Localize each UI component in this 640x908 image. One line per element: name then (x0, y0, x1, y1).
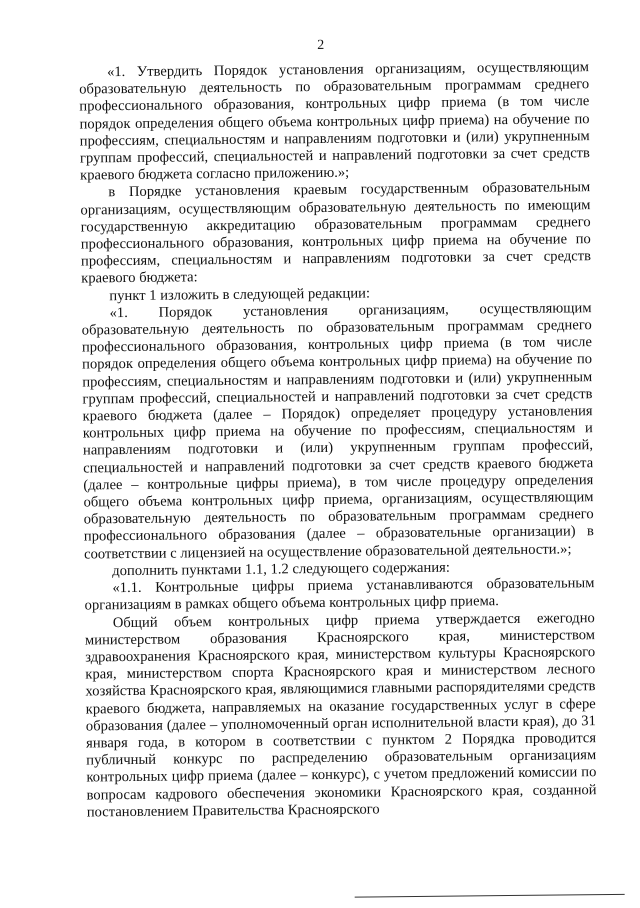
paragraph-total-volume: Общий объем контрольных цифр приема утверждается ежегодно министерством образования Красноярского края, министерством здравоохранения Красноярского края, министерством культуры Красноярского края, министерством спорта Красноярского края и министерством лесного хозяйства Красноярского края, являющимися главными распорядителями средств краевого бюджета, направляемых на оказание государственных услуг в сфере образования (далее – уполномоченный орган исполнительной власти края), до 31 января года, в котором в соответствии с пунктом 2 Порядка проводится публичный конкурс по распределению образовательным организациям контрольных цифр приема (далее – конкурс), с учетом предложений комиссии по вопросам кадрового обеспечения экономики Красноярского края, созданной постановлением Правительства Красноярского (84, 609, 597, 821)
paragraph-item1-text: «1. Порядок установления организациям, осуществляющим образовательную деятельность по образовательным программам среднего профессионального образования, контрольных цифр приема (в том числе порядок определения общего объема контрольных цифр приема) на обучение по профессиям, специальностям и направлениям подготовки и (или) укрупненным группам профессий, специальностей и направлений подготовки за счет средств краевого бюджета (далее – Порядок) определяет процедуру установления контрольных цифр приема на обучение по профессиям, специальностям и направлениям подготовки и (или) укрупненным группам профессий, специальностей и направлений подготовки за счет средств краевого бюджета (далее – контрольные цифры приема), в том числе процедуру определения общего объема контрольных цифр приема, организациям, осуществляющим образовательную деятельность по образовательным программам среднего профессионального образования (далее – образовательные организации) в соответствии с лицензией на осуществление образовательной деятельности.»; (81, 299, 594, 563)
paragraph-add-items-intro: дополнить пунктами 1.1, 1.2 следующего содержания: (112, 559, 450, 580)
paragraph-approve-order: «1. Утвердить Порядок установления организациям, осуществляющим образовательную деятельность по образовательным программам среднего профессионального образования, контрольных цифр приема (в том числе порядок определения общего объема контрольных цифр приема) на обучение по профессиям, специальностям и направлениям подготовки и (или) укрупненным группам профессий, специальностей и направлений подготовки за счет средств краевого бюджета согласно приложению.»; (79, 59, 590, 184)
paragraph-item1-1: «1.1. Контрольные цифры приема устанавливаются образовательным организациям в рамках общего объема контрольных цифр приема. (84, 575, 595, 614)
document-body (79, 59, 597, 821)
bottom-edge-line (355, 894, 625, 898)
page-number: 2 (317, 37, 325, 54)
paragraph-order-amendments: в Порядке установления краевым государственным образовательным организациям, осуществляющим образовательную деятельность по имеющим государственную аккредитацию образовательным программам среднего профессионального образования, контрольных цифр приема на обучение по профессиям, специальностям и направлениям подготовки за счет средств краевого бюджета: (80, 179, 592, 287)
paragraph-item1-intro: пункт 1 изложить в следующей редакции: (109, 285, 371, 304)
